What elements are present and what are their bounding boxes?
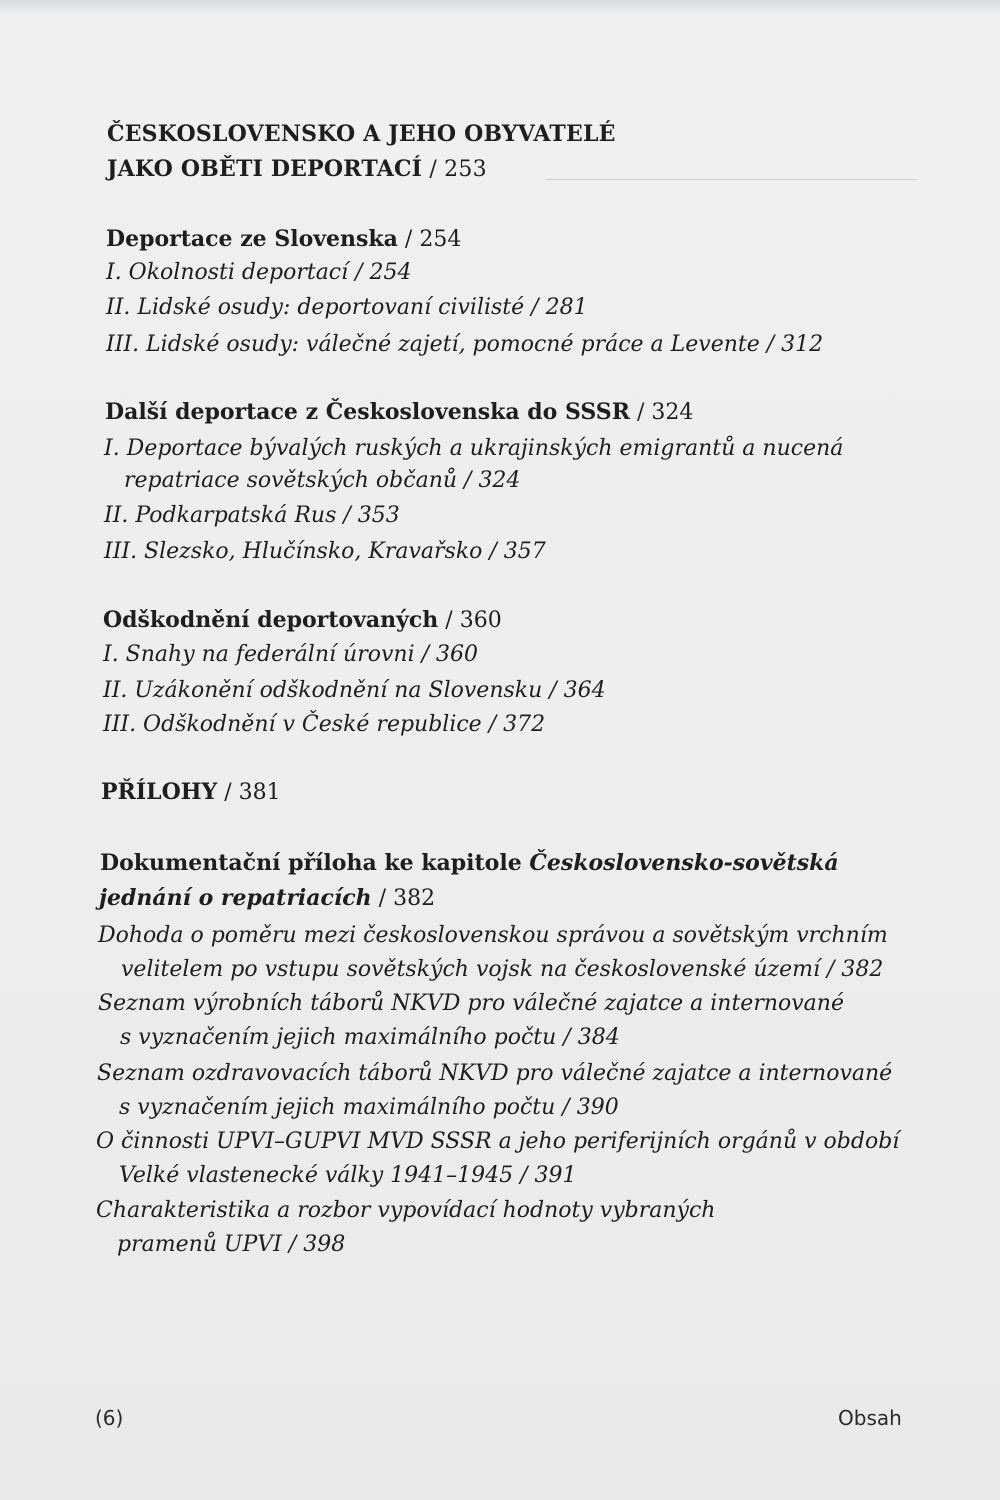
chapter-heading-line-1: ČESKOSLOVENSKO A JEHO OBYVATELÉ [107, 121, 616, 147]
toc-item: O činnosti UPVI–GUPVI MVD SSSR a jeho periferijních orgánů v období [96, 1129, 900, 1154]
documentary-title-plain: Dokumentační příloha ke kapitole [100, 850, 530, 876]
section-page: / 324 [629, 400, 694, 425]
toc-item-continued: velitelem po vstupu sovětských vojsk na československé území / 382 [121, 957, 884, 982]
section-title: Další deportace z Československa do SSSR [105, 399, 630, 425]
toc-item: II. Lidské osudy: deportovaní civilisté / 281 [106, 295, 588, 320]
chapter-heading-page: / 253 [422, 157, 487, 182]
section-page: / 254 [397, 227, 462, 252]
toc-item: III. Odškodnění v České republice / 372 [103, 712, 546, 737]
documentary-title-line-1 [100, 848, 839, 878]
section-title-line [103, 605, 502, 636]
appendix-title: PŘÍLOHY [101, 779, 218, 805]
toc-item: II. Podkarpatská Rus / 353 [104, 503, 400, 528]
page-number: (6) [95, 1406, 124, 1430]
toc-item: I. Okolnosti deportací / 254 [106, 260, 412, 285]
toc-item-continued: s vyznačením jejich maximálního počtu / 384 [120, 1025, 620, 1050]
chapter-heading-line-2 [107, 154, 487, 185]
section-title-line [106, 224, 461, 255]
toc-item-continued: repatriace sovětských občanů / 324 [124, 468, 521, 493]
toc-item: Dohoda o poměru mezi československou správou a sovětským vrchním [98, 923, 888, 948]
toc-item-continued: Velké vlastenecké války 1941–1945 / 391 [119, 1163, 577, 1188]
appendix-page: / 381 [217, 780, 281, 805]
toc-item: III. Lidské osudy: válečné zajetí, pomocné práce a Levente / 312 [106, 332, 824, 357]
documentary-title-line-2 [99, 883, 435, 914]
documentary-title-italic: Československo-sovětská [529, 850, 839, 876]
documentary-page: / 382 [371, 886, 436, 911]
section-title: Deportace ze Slovenska [106, 226, 398, 252]
section-page: / 360 [438, 608, 502, 633]
toc-item: I. Deportace bývalých ruských a ukrajinských emigrantů a nucená [104, 436, 844, 461]
toc-item: Seznam výrobních táborů NKVD pro válečné zajatce a internované [98, 991, 844, 1016]
toc-item: Charakteristika a rozbor vypovídací hodnoty vybraných [96, 1198, 716, 1223]
section-title-line [105, 397, 693, 428]
running-footer-section: Obsah [838, 1406, 902, 1430]
page-top-edge [0, 0, 1000, 14]
section-title: Odškodnění deportovaných [103, 607, 439, 633]
show-through-rule [545, 179, 917, 180]
toc-item-continued: pramenů UPVI / 398 [117, 1232, 346, 1257]
toc-item: Seznam ozdravovacích táborů NKVD pro válečné zajatce a internované [97, 1061, 893, 1086]
documentary-title-italic: jednání o repatriacích [99, 885, 372, 911]
appendix-title-line [101, 777, 281, 808]
chapter-heading-title: JAKO OBĚTI DEPORTACÍ [107, 156, 423, 182]
toc-item: I. Snahy na federální úrovni / 360 [103, 642, 478, 667]
toc-item-continued: s vyznačením jejich maximálního počtu / 390 [119, 1095, 619, 1120]
toc-item: II. Uzákonění odškodnění na Slovensku / 364 [103, 678, 606, 703]
toc-item: III. Slezsko, Hlučínsko, Kravařsko / 357 [104, 539, 546, 564]
